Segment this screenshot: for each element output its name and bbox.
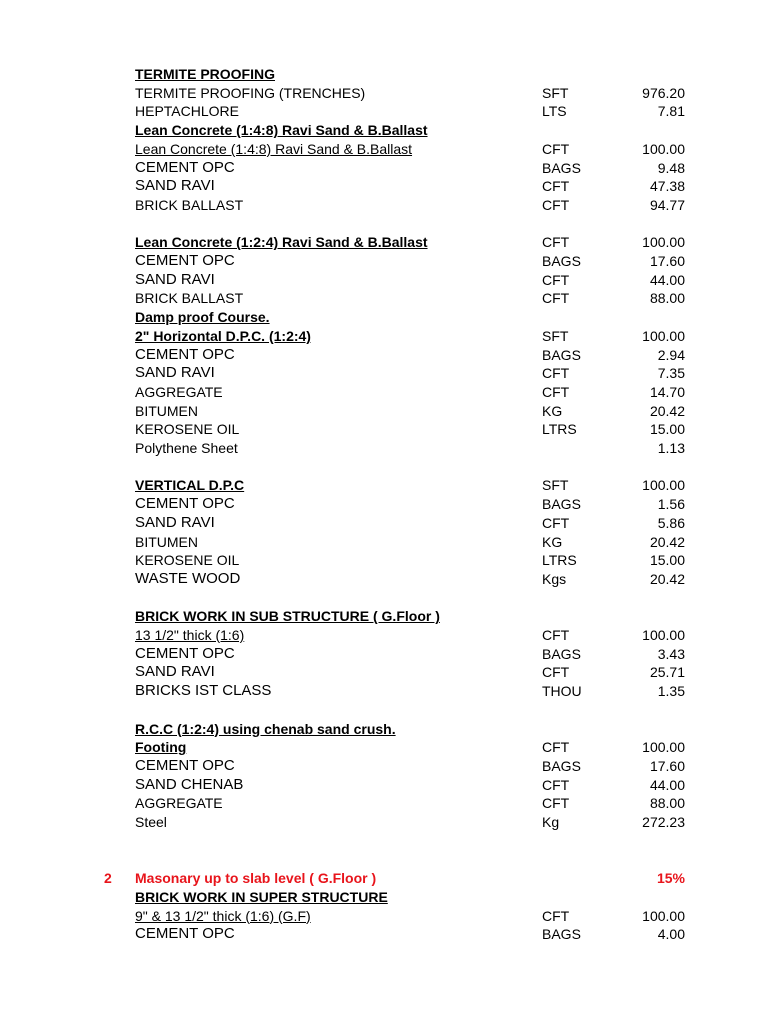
item-number: 2 bbox=[104, 870, 112, 887]
item-quantity: 3.43 bbox=[657, 645, 685, 662]
item-description: CEMENT OPC bbox=[135, 158, 235, 176]
item-unit: CFT bbox=[542, 234, 570, 251]
item-unit: CFT bbox=[542, 627, 570, 643]
item-description: CEMENT OPC bbox=[135, 252, 235, 269]
item-unit: BAGS bbox=[542, 159, 581, 176]
item-description: 2" Horizontal D.P.C. (1:2:4) bbox=[135, 327, 311, 344]
item-description: SAND CHENAB bbox=[135, 775, 244, 793]
item-quantity: 88.00 bbox=[649, 290, 685, 307]
item-quantity: 100.00 bbox=[642, 140, 685, 157]
item-description: BRICK WORK IN SUPER STRUCTURE bbox=[135, 888, 388, 905]
item-description: 13 1/2" thick (1:6) bbox=[135, 627, 245, 643]
item-unit: BAGS bbox=[542, 496, 581, 513]
item-quantity: 44.00 bbox=[649, 271, 685, 288]
item-quantity: 20.42 bbox=[649, 570, 685, 587]
item-unit: CFT bbox=[542, 739, 570, 756]
item-description: SAND RAVI bbox=[135, 177, 215, 195]
item-unit: CFT bbox=[542, 907, 570, 924]
item-description: SAND RAVI bbox=[135, 513, 215, 531]
item-description: HEPTACHLORE bbox=[135, 103, 239, 120]
item-unit: SFT bbox=[542, 477, 569, 494]
item-quantity: 100.00 bbox=[642, 327, 685, 344]
item-description: WASTE WOOD bbox=[135, 569, 241, 587]
item-quantity: 4.00 bbox=[657, 926, 685, 943]
item-unit: KG bbox=[542, 533, 563, 550]
item-unit: SFT bbox=[542, 327, 569, 344]
item-description: 9" & 13 1/2" thick (1:6) (G.F) bbox=[135, 907, 311, 924]
item-unit: CFT bbox=[542, 365, 570, 382]
item-quantity: 20.42 bbox=[649, 402, 685, 419]
item-unit: CFT bbox=[542, 795, 570, 812]
item-unit: Kgs bbox=[542, 570, 567, 587]
item-quantity: 17.60 bbox=[649, 253, 685, 269]
item-unit: LTRS bbox=[542, 421, 577, 438]
item-quantity: 20.42 bbox=[649, 533, 685, 550]
item-unit: CFT bbox=[542, 514, 570, 531]
item-description: Masonary up to slab level ( G.Floor ) bbox=[135, 870, 377, 887]
item-description: Polythene Sheet bbox=[135, 440, 238, 456]
item-description: Lean Concrete (1:4:8) Ravi Sand & B.Ballast bbox=[135, 122, 428, 139]
item-quantity: 14.70 bbox=[649, 383, 685, 400]
item-unit: CFT bbox=[542, 776, 570, 793]
item-unit: LTRS bbox=[542, 552, 577, 569]
item-unit: CFT bbox=[542, 383, 570, 400]
item-quantity: 88.00 bbox=[649, 795, 685, 812]
item-unit: LTS bbox=[542, 103, 567, 120]
item-description: CEMENT OPC bbox=[135, 495, 235, 513]
item-quantity: 9.48 bbox=[657, 159, 685, 176]
item-description: CEMENT OPC bbox=[135, 925, 235, 943]
item-quantity: 94.77 bbox=[649, 196, 685, 213]
item-quantity: 44.00 bbox=[649, 776, 685, 793]
item-description: Lean Concrete (1:2:4) Ravi Sand & B.Ballast bbox=[135, 234, 428, 251]
item-description: BITUMEN bbox=[135, 402, 198, 419]
item-quantity: 2.94 bbox=[657, 346, 685, 363]
item-description: CEMENT OPC bbox=[135, 644, 235, 662]
item-unit: CFT bbox=[542, 664, 570, 681]
item-unit: Kg bbox=[542, 814, 560, 830]
item-unit: CFT bbox=[542, 290, 570, 307]
item-quantity: 15% bbox=[656, 870, 685, 887]
item-description: VERTICAL D.P.C bbox=[135, 477, 245, 494]
item-quantity: 17.60 bbox=[649, 757, 685, 774]
item-quantity: 100.00 bbox=[642, 627, 685, 643]
item-quantity: 47.38 bbox=[649, 178, 685, 195]
item-quantity: 7.81 bbox=[657, 103, 685, 120]
item-description: SAND RAVI bbox=[135, 270, 215, 288]
item-description: CEMENT OPC bbox=[135, 345, 235, 363]
item-description: BRICK WORK IN SUB STRUCTURE ( G.Floor ) bbox=[135, 608, 440, 625]
item-quantity: 100.00 bbox=[642, 907, 685, 924]
item-description: CEMENT OPC bbox=[135, 756, 235, 774]
item-description: Steel bbox=[135, 814, 167, 830]
item-description: AGGREGATE bbox=[135, 383, 223, 400]
item-quantity: 25.71 bbox=[649, 664, 685, 681]
item-description: SAND RAVI bbox=[135, 364, 215, 382]
item-description: TERMITE PROOFING (TRENCHES) bbox=[135, 84, 366, 101]
item-unit: BAGS bbox=[542, 926, 581, 943]
item-unit: BAGS bbox=[542, 757, 581, 774]
item-unit: CFT bbox=[542, 196, 570, 213]
item-unit: BAGS bbox=[542, 346, 581, 363]
item-unit: CFT bbox=[542, 178, 570, 195]
item-description: Footing bbox=[135, 739, 187, 756]
item-description: TERMITE PROOFING bbox=[135, 66, 275, 82]
item-description: R.C.C (1:2:4) using chenab sand crush. bbox=[135, 720, 396, 737]
item-description: BRICK BALLAST bbox=[135, 196, 244, 213]
item-unit: BAGS bbox=[542, 645, 581, 662]
item-unit: BAGS bbox=[542, 253, 581, 269]
item-description: Damp proof Course. bbox=[135, 309, 270, 326]
item-description: BRICK BALLAST bbox=[135, 290, 244, 307]
item-quantity: 100.00 bbox=[642, 234, 685, 251]
item-unit: CFT bbox=[542, 140, 570, 157]
item-quantity: 1.35 bbox=[657, 683, 685, 700]
item-quantity: 1.13 bbox=[657, 440, 685, 456]
item-quantity: 976.20 bbox=[642, 84, 685, 101]
item-unit: SFT bbox=[542, 84, 569, 101]
item-quantity: 272.23 bbox=[642, 814, 685, 830]
item-description: BRICKS IST CLASS bbox=[135, 682, 272, 700]
item-description: AGGREGATE bbox=[135, 795, 223, 812]
item-quantity: 100.00 bbox=[642, 477, 685, 494]
item-description: Lean Concrete (1:4:8) Ravi Sand & B.Ballast bbox=[135, 140, 413, 157]
item-quantity: 1.56 bbox=[657, 496, 685, 513]
item-quantity: 15.00 bbox=[649, 421, 685, 438]
item-unit: CFT bbox=[542, 271, 570, 288]
item-description: KEROSENE OIL bbox=[135, 421, 240, 438]
item-unit: KG bbox=[542, 402, 563, 419]
item-quantity: 5.86 bbox=[657, 514, 685, 531]
item-unit: THOU bbox=[542, 683, 582, 700]
item-quantity: 15.00 bbox=[649, 552, 685, 569]
item-description: SAND RAVI bbox=[135, 663, 215, 681]
item-description: KEROSENE OIL bbox=[135, 552, 240, 569]
item-description: BITUMEN bbox=[135, 533, 198, 550]
item-quantity: 100.00 bbox=[642, 739, 685, 756]
item-quantity: 7.35 bbox=[657, 365, 685, 382]
